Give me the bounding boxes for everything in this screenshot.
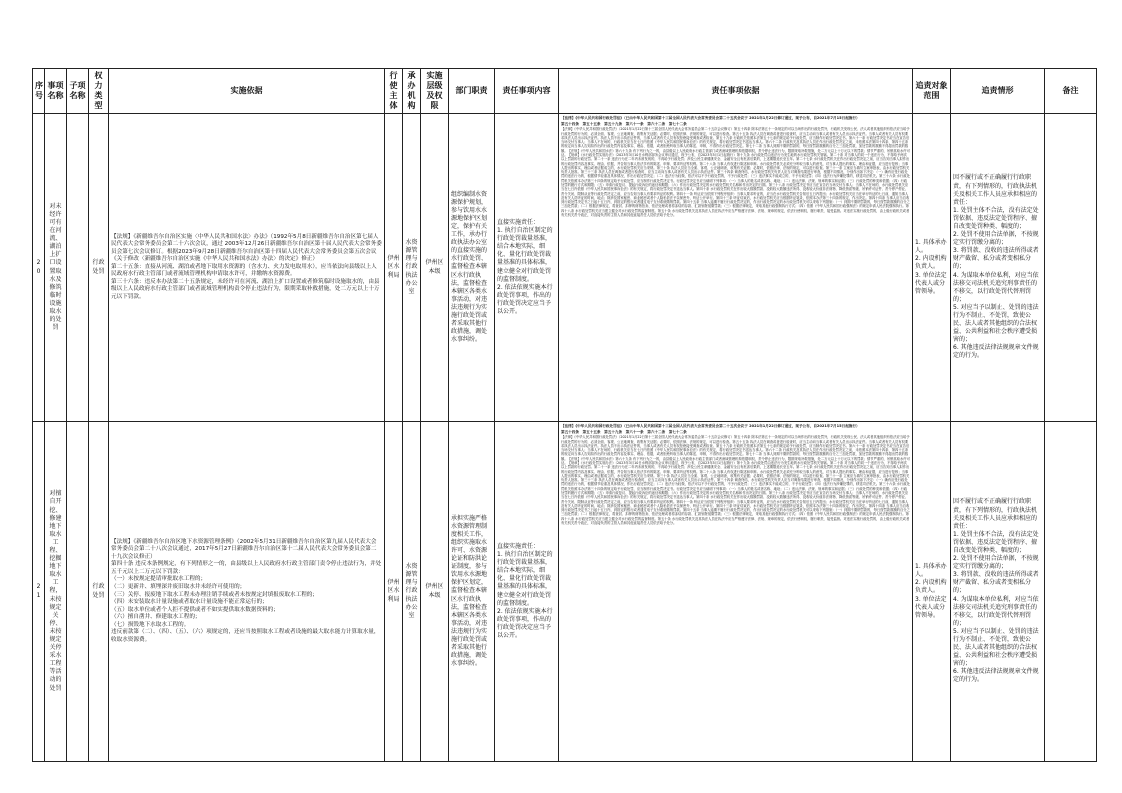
row-note <box>1045 114 1097 422</box>
row-org: 水资源管理与行政执法办公室 <box>403 114 421 422</box>
row-resp-duty <box>495 422 559 762</box>
header-basis: 实施依据 <box>109 69 385 114</box>
row-basis: 【法规】《新疆维吾尔自治区实施〈中华人民共和国水法〉办法》（1992年5月8日新疆维吾尔自治区第七届人民代表大会常务委员会第二十六次会议，通过 2003年12月26日新疆维吾尔自治区第十届人民代表大会常务委员会第七次会议修订。根据2023年9月28日新疆维吾尔自治区第十四届人民代表大会常务委员会第五次会议《关于修改〈新疆维吾尔自治区实施《中华人民共和国水法》办法〉的决定》修正） 第二十五条：直接从河流、湖泊或者地下取用水资源的（含水力、火力发电取用水），应当依法向县级以上人民政府水行政主管部门或者流域管理机构申请取水许可，并缴纳水资源费。 第三十六条：违反本办法第二十五条规定，未经许可在河流、湖泊上扩口设置或者修筑临时设施取水的，由县级以上人民政府水行政主管部门或者流域管理机构责令停止违法行为，限期采取补救措施，处二万元以上十万元以下罚款。 <box>109 114 385 422</box>
row-note <box>1045 422 1097 762</box>
row-no: 20 <box>33 114 45 422</box>
header-name: 事项名称 <box>45 69 67 114</box>
evidence-law-title: 【法律】《中华人民共和国行政处罚法》（已由中华人民共和国第十三届全国人民代表大会常务委员会第二十五次会议于 2021年1月22日修订通过，现予公布，自2021年7月15日起施行） <box>561 116 860 120</box>
row-name: 对擅自开挖、修建地下取水工程、挖掘地下取水工程，未按规定关停、未按规定关停采水工程等活动的处罚 <box>45 422 67 762</box>
row-level: 伊州区本级 <box>421 114 449 422</box>
row-cases: 因不履行或不正确履行行政职责，有下列情形的，行政执法机关及相关工作人员应承担相应的责任： 1. 处罚主体不合法，没有法定处罚依据、违反法定处罚程序、擅自改变处罚种类、幅度的； 2. 处罚不使用合法单据，不按规定实行罚缴分离的； 3. 将罚款、没收的违法所得或者财产截留、私分或者变相私分的； 4. 为谋取本单位私利，对应当依法移交司法机关追究刑事责任的不移交，以行政处罚代替刑罚的； 5. 对应当予以制止、处罚的违法行为不制止、不处罚，致使公民、法人或者其他组织的合法权益、公共利益和社会秩序遭受损害的； 6. 其他违反法律法规规章文件规定的行为。 <box>951 114 1045 422</box>
header-duty: 部门职责 <box>449 69 495 114</box>
header-type: 权力类型 <box>89 69 109 114</box>
header-subname: 子项名称 <box>67 69 89 114</box>
row-level: 伊州区本级 <box>421 422 449 762</box>
evidence-body: 【法律】《中华人民共和国行政处罚法》（2021年1月22日第十三届全国人民代表大会常务委员会第二十五次会议修订）第五十四条 除本法第五十一条规定的可以当场作出的行政处罚外，行政机关发现公民、法人或者其他组织有依法应当给予行政处罚的行为的，必须全面、客观、公正地调查，收集有关证据；必要时，依照法律、法规的规定，可以进行检查。第五十五条 执法人员在调查或者进行检查时，应当主动向当事人或者有关人员出示执法证件。当事人或者有关人员有权要求执法人员出示执法证件。执法人员不出示执法证件的，当事人或者有关人员有权拒绝接受调查或者检查。第五十九条 行政机关依照本法第五十七条的规定给予行政处罚，应当制作行政处罚决定书。第六十一条 行政处罚决定书应当在宣告后当场交付当事人；当事人不在场的，行政机关应当在七日内依照《中华人民共和国民事诉讼法》的有关规定，将行政处罚决定书送达当事人。第六十二条 行政机关及其执法人员在作出行政处罚决定之前，未依照本法第四十四条、第四十五条的规定向当事人告知拟作出的行政处罚内容及事实、理由、依据，或者拒绝听取当事人的陈述、申辩，不得作出行政处罚决定。第七十二条 当事人到期不缴纳罚款的，每日按罚款数额的百分之三加处罚款，加处罚款的数额不得超出罚款的数额。【法规】《中华人民共和国水法》第六十九条 有下列行为之一的，由县级以上人民政府水行政主管部门或者流域管理机构依据职权，责令停止违法行为，限期采取补救措施，处二万元以上十万元以下的罚款；情节严重的，吊销其取水许可证。【规章】《水行政处罚实施办法》（2023年3月10日水利部部务会议审议通过，现予公布，自2023年5月1日起施行）第十九条 水行政处罚由违法行为发生地的水行政处罚机关管辖。第二十条 对当事人的同一个违法行为，不得给予两次以上罚款的行政处罚。第二十一条 违法行为在二年内未被发现的，不再给予行政处罚；涉及公民生命健康安全、金融安全且有危害后果的，上述期限延长至五年。第二十七条 水行政处罚机关在作出行政处罚决定之前，应当告知当事人拟作出的行政处罚内容及事实、理由、依据，并告知当事人依法享有的陈述、申辩、要求听证等权利。第二十八条 当事人有权进行陈述和申辩。水行政处罚机关必须充分听取当事人的意见，对当事人提出的事实、理由和证据，应当进行复核；当事人提出的事实、理由或者证据成立的，水行政处罚机关应当采纳。第三十条 执法人员应当全面、客观、公正地调查，收集有关证据；必要时，依照法律、法规的规定，可以进行检查。第三十一条 立案应当填写立案审批表，由水行政处罚机关负责人批准。第三十三条 执法人员在调查或者进行检查时，应当主动向当事人或者有关人员出示执法证件。第三十四条 调查终结，水行政处罚机关负责人应当对调查结果进行审查，根据不同情况，分别作出如下决定：（一）确有应受行政处罚的违法行为的，根据情节轻重及具体情况，作出行政处罚决定；（二）违法行为轻微，依法可以不予行政处罚的，不予行政处罚；（三）违法事实不能成立的，不予行政处罚；（四）违法行为涉嫌犯罪的，移送司法机关。第三十六条 水行政处罚机关依照本办法第三十四条的规定给予行政处罚，应当制作行政处罚决定书。行政处罚决定书应当载明下列事项：（一）当事人的姓名或者名称、地址；（二）违反法律、法规、规章的事实和证据；（三）行政处罚的种类和依据；（四）行政处罚的履行方式和期限；（五）申请行政复议、提起行政诉讼的途径和期限；（六）作出行政处罚决定的水行政处罚机关名称和作出决定的日期。第三十八条 行政处罚决定书应当在宣告后当场交付当事人；当事人不在场的，水行政处罚机关应当在七日内依照《中华人民共和国民事诉讼法》的有关规定，将行政处罚决定书送达当事人。第四十条 水行政处罚机关在作出较大数额罚款、没收较大数额违法所得、没收较大价值非法财物、降低资质等级、吊销许可证件、责令停产停业、责令关闭、限制从业等行政处罚决定之前，应当告知当事人有要求听证的权利。第四十一条 听证应当依照下列程序组织：当事人要求听证的，应当在水行政处罚机关告知后五日内提出；水行政处罚机关应当在举行听证的七日前，通知当事人及有关人员听证的时间、地点；除涉及国家秘密、商业秘密或者个人隐私依法予以保密外，听证公开举行。第四十三条 听证结束后，水行政处罚机关应当根据听证笔录，依照本办法第三十四条的规定，作出决定。第四十四条 当事人应当自收到行政处罚决定书之日起十五日内，到指定的银行或者通过电子支付系统缴纳罚款。第四十五条 当事人逾期不履行行政处罚决定的，作出行政处罚决定的水行政处罚机关可以采取下列措施：（一）到期不缴纳罚款的，每日按罚款数额的百分之三加处罚款；（二）根据法律规定，将查封、扣押的财物拍卖、依法处理或者将冻结的存款、汇款划拨抵缴罚款；（三）根据法律规定，采取其他行政强制执行方式；（四）依照《中华人民共和国行政强制法》的规定申请人民法院强制执行。第四十八条 水行政处罚机关应当建立健全对水行政处罚的监督制度。第五十条 水行政处罚机关及其执法人员在执法中应当严格遵守法律、法规、规章的规定，依法行使职权，履行职责，接受监督。对违法实施行政处罚的，由上级行政机关或者有关机关责令改正，对直接负责的主管人员和其他直接责任人员依法给予处分。 <box>561 435 910 525</box>
row-org: 水资源管理与行政执法办公室 <box>403 422 421 762</box>
header-cases: 追责情形 <box>951 69 1045 114</box>
duty-list-table <box>32 68 1097 762</box>
row-content: 直接实施责任： 1. 执行自治区制定的行政处罚裁量基准，结合本地实际，细化、量化行政处罚裁量基准的具体标准，建立健全对行政处罚的监督制度。 2. 依法依规实施本行政处罚事项，作出的行政处罚决定应当予以公开。 <box>497 218 553 315</box>
header-subject: 行使主体 <box>385 69 403 114</box>
header-evidence: 责任事项依据 <box>559 69 913 114</box>
header-no: 序号 <box>33 69 45 114</box>
row-subname <box>67 114 89 422</box>
row-scope: 1. 具体承办人。 2. 内设机构负责人。 3. 单位法定代表人或分管领导。 <box>913 114 951 422</box>
row-type: 行政处罚 <box>89 114 109 422</box>
row-no: 21 <box>33 422 45 762</box>
header-resp: 责任事项内容 <box>495 69 559 114</box>
header-level: 实施层级及权限 <box>421 69 449 114</box>
row-type: 行政处罚 <box>89 422 109 762</box>
row-content: 直接实施责任： 1. 执行自治区制定的行政处罚裁量基准，结合本地实际，细化、量化行政处罚裁量基准的具体标准，建立健全对行政处罚的监督制度。 2. 依法依规实施本行政处罚事项，作出的行政处罚决定应当予以公开。 <box>497 542 553 639</box>
evidence-articles: 第五十四条 第五十五条 第五十九条 第六十一条 第六十二条 第七十二条 <box>561 121 687 126</box>
duty-list-sheet <box>32 68 1097 762</box>
row-duty: 承担实施严格水资源管理制度相关工作，组织实施取水许可、水资源论证和防洪论证制度，参与饮用水水源地保护区划定，监督检查本辖区水行政执法，监督检查本辖区各类水事活动，对违法违规行为实施行政处罚或者采取其他行政措施，调处水事纠纷。 <box>449 422 495 762</box>
row-resp-duty <box>495 114 559 422</box>
row-duty: 组织编制水资源保护规划，参与饮用水水源地保护区划定，保护有关工作，承办行政执法办公室的直接实施的水行政处罚、监督检查本辖区水行政执法，监督检查本辖区各类水事活动，对违法违规行为实施行政处罚或者采取其他行政措施，调处水事纠纷。 <box>449 114 495 422</box>
row-evidence <box>559 422 913 762</box>
row-basis: 【法规】《新疆维吾尔自治区地下水资源管理条例》（2002年5月31日新疆维吾尔自治区第九届人民代表大会常务委员会第二十八次会议通过，2017年5月27日新疆维吾尔自治区第十二届人民代表大会常务委员会第二十九次会议修正） 第四十条 违反本条例规定，有下列情形之一的，由县级以上人民政府水行政主管部门责令停止违法行为，并处五千元以上二万元以下罚款： （一）未按规定提请审批取水工程的； （二）更新井、填埋深井废旧取水井未经许可使用的； （三）关停、报废地下取水工程未办理注销手续或者未按规定封填报废取水工程的； （四）未安装取水计量设施或者取水计量设施不能正常运行的； （五）取水单位或者个人拒不提供或者不如实提供取水数据资料的； （六）擅自凿井、修建取水工程的； （七）损毁地下水取水工程的。 违反前款第（二）、（四）、（五）、（六）项规定的，还应当按照取水工程或者设施的最大取水能力计算取水量，收取水资源费。 <box>109 422 385 762</box>
table-header-row <box>33 69 1097 114</box>
row-subject: 伊州区水利局 <box>385 422 403 762</box>
evidence-body: 【法律】《中华人民共和国行政处罚法》（2021年1月22日第十三届全国人民代表大会常务委员会第二十五次会议修订）第五十四条 除本法第五十一条规定的可以当场作出的行政处罚外，行政机关发现公民、法人或者其他组织有依法应当给予行政处罚的行为的，必须全面、客观、公正地调查，收集有关证据；必要时，依照法律、法规的规定，可以进行检查。第五十五条 执法人员在调查或者进行检查时，应当主动向当事人或者有关人员出示执法证件。当事人或者有关人员有权要求执法人员出示执法证件。执法人员不出示执法证件的，当事人或者有关人员有权拒绝接受调查或者检查。第五十九条 行政机关依照本法第五十七条的规定给予行政处罚，应当制作行政处罚决定书。第六十一条 行政处罚决定书应当在宣告后当场交付当事人；当事人不在场的，行政机关应当在七日内依照《中华人民共和国民事诉讼法》的有关规定，将行政处罚决定书送达当事人。第六十二条 行政机关及其执法人员在作出行政处罚决定之前，未依照本法第四十四条、第四十五条的规定向当事人告知拟作出的行政处罚内容及事实、理由、依据，或者拒绝听取当事人的陈述、申辩，不得作出行政处罚决定。第七十二条 当事人到期不缴纳罚款的，每日按罚款数额的百分之三加处罚款，加处罚款的数额不得超出罚款的数额。【法规】《中华人民共和国水法》第六十九条 有下列行为之一的，由县级以上人民政府水行政主管部门或者流域管理机构依据职权，责令停止违法行为，限期采取补救措施，处二万元以上十万元以下的罚款；情节严重的，吊销其取水许可证。【规章】《水行政处罚实施办法》（2023年3月10日水利部部务会议审议通过，现予公布，自2023年5月1日起施行）第十九条 水行政处罚由违法行为发生地的水行政处罚机关管辖。第二十条 对当事人的同一个违法行为，不得给予两次以上罚款的行政处罚。第二十一条 违法行为在二年内未被发现的，不再给予行政处罚；涉及公民生命健康安全、金融安全且有危害后果的，上述期限延长至五年。第二十七条 水行政处罚机关在作出行政处罚决定之前，应当告知当事人拟作出的行政处罚内容及事实、理由、依据，并告知当事人依法享有的陈述、申辩、要求听证等权利。第二十八条 当事人有权进行陈述和申辩。水行政处罚机关必须充分听取当事人的意见，对当事人提出的事实、理由和证据，应当进行复核；当事人提出的事实、理由或者证据成立的，水行政处罚机关应当采纳。第三十条 执法人员应当全面、客观、公正地调查，收集有关证据；必要时，依照法律、法规的规定，可以进行检查。第三十一条 立案应当填写立案审批表，由水行政处罚机关负责人批准。第三十三条 执法人员在调查或者进行检查时，应当主动向当事人或者有关人员出示执法证件。第三十四条 调查终结，水行政处罚机关负责人应当对调查结果进行审查，根据不同情况，分别作出如下决定：（一）确有应受行政处罚的违法行为的，根据情节轻重及具体情况，作出行政处罚决定；（二）违法行为轻微，依法可以不予行政处罚的，不予行政处罚；（三）违法事实不能成立的，不予行政处罚；（四）违法行为涉嫌犯罪的，移送司法机关。第三十六条 水行政处罚机关依照本办法第三十四条的规定给予行政处罚，应当制作行政处罚决定书。行政处罚决定书应当载明下列事项：（一）当事人的姓名或者名称、地址；（二）违反法律、法规、规章的事实和证据；（三）行政处罚的种类和依据；（四）行政处罚的履行方式和期限；（五）申请行政复议、提起行政诉讼的途径和期限；（六）作出行政处罚决定的水行政处罚机关名称和作出决定的日期。第三十八条 行政处罚决定书应当在宣告后当场交付当事人；当事人不在场的，水行政处罚机关应当在七日内依照《中华人民共和国民事诉讼法》的有关规定，将行政处罚决定书送达当事人。第四十条 水行政处罚机关在作出较大数额罚款、没收较大数额违法所得、没收较大价值非法财物、降低资质等级、吊销许可证件、责令停产停业、责令关闭、限制从业等行政处罚决定之前，应当告知当事人有要求听证的权利。第四十一条 听证应当依照下列程序组织：当事人要求听证的，应当在水行政处罚机关告知后五日内提出；水行政处罚机关应当在举行听证的七日前，通知当事人及有关人员听证的时间、地点；除涉及国家秘密、商业秘密或者个人隐私依法予以保密外，听证公开举行。第四十三条 听证结束后，水行政处罚机关应当根据听证笔录，依照本办法第三十四条的规定，作出决定。第四十四条 当事人应当自收到行政处罚决定书之日起十五日内，到指定的银行或者通过电子支付系统缴纳罚款。第四十五条 当事人逾期不履行行政处罚决定的，作出行政处罚决定的水行政处罚机关可以采取下列措施：（一）到期不缴纳罚款的，每日按罚款数额的百分之三加处罚款；（二）根据法律规定，将查封、扣押的财物拍卖、依法处理或者将冻结的存款、汇款划拨抵缴罚款；（三）根据法律规定，采取其他行政强制执行方式；（四）依照《中华人民共和国行政强制法》的规定申请人民法院强制执行。第四十八条 水行政处罚机关应当建立健全对水行政处罚的监督制度。第五十条 水行政处罚机关及其执法人员在执法中应当严格遵守法律、法规、规章的规定，依法行使职权，履行职责，接受监督。对违法实施行政处罚的，由上级行政机关或者有关机关责令改正，对直接负责的主管人员和其他直接责任人员依法给予处分。 <box>561 127 910 217</box>
evidence-law-title: 【法律】《中华人民共和国行政处罚法》（已由中华人民共和国第十三届全国人民代表大会常务委员会第二十五次会议于 2021年1月22日修订通过，现予公布，自2021年7月15日起施行） <box>561 424 860 428</box>
row-name: 对未经许可有在河流、湖泊上扩口设置取水及修筑临时设施取水的处罚 <box>45 114 67 422</box>
row-cases: 因不履行或不正确履行行政职责，有下列情形的，行政执法机关及相关工作人员应承担相应的责任： 1. 处罚主体不合法，没有法定处罚依据、违反法定处罚程序、擅自改变处罚种类、幅度的； 2. 处罚不使用合法单据，不按规定实行罚缴分离的； 3. 将罚款、没收的违法所得或者财产截留、私分或者变相私分的； 4. 为谋取本单位私利，对应当依法移交司法机关追究刑事责任的不移交，以行政处罚代替刑罚的； 5. 对应当予以制止、处罚的违法行为不制止、不处罚，致使公民、法人或者其他组织的合法权益、公共利益和社会秩序遭受损害的； 6. 其他违反法律法规规章文件规定的行为。 <box>951 422 1045 762</box>
evidence-articles: 第五十四条 第五十五条 第五十九条 第六十一条 第六十二条 第七十二条 <box>561 429 687 434</box>
row-evidence <box>559 114 913 422</box>
table-row <box>33 114 1097 422</box>
header-org: 承办机构 <box>403 69 421 114</box>
row-subname <box>67 422 89 762</box>
table-row <box>33 422 1097 762</box>
row-subject: 伊州区水利局 <box>385 114 403 422</box>
row-scope: 1. 具体承办人。 2. 内设机构负责人。 3. 单位法定代表人或分管领导。 <box>913 422 951 762</box>
header-scope: 追责对象范围 <box>913 69 951 114</box>
header-note: 备注 <box>1045 69 1097 114</box>
